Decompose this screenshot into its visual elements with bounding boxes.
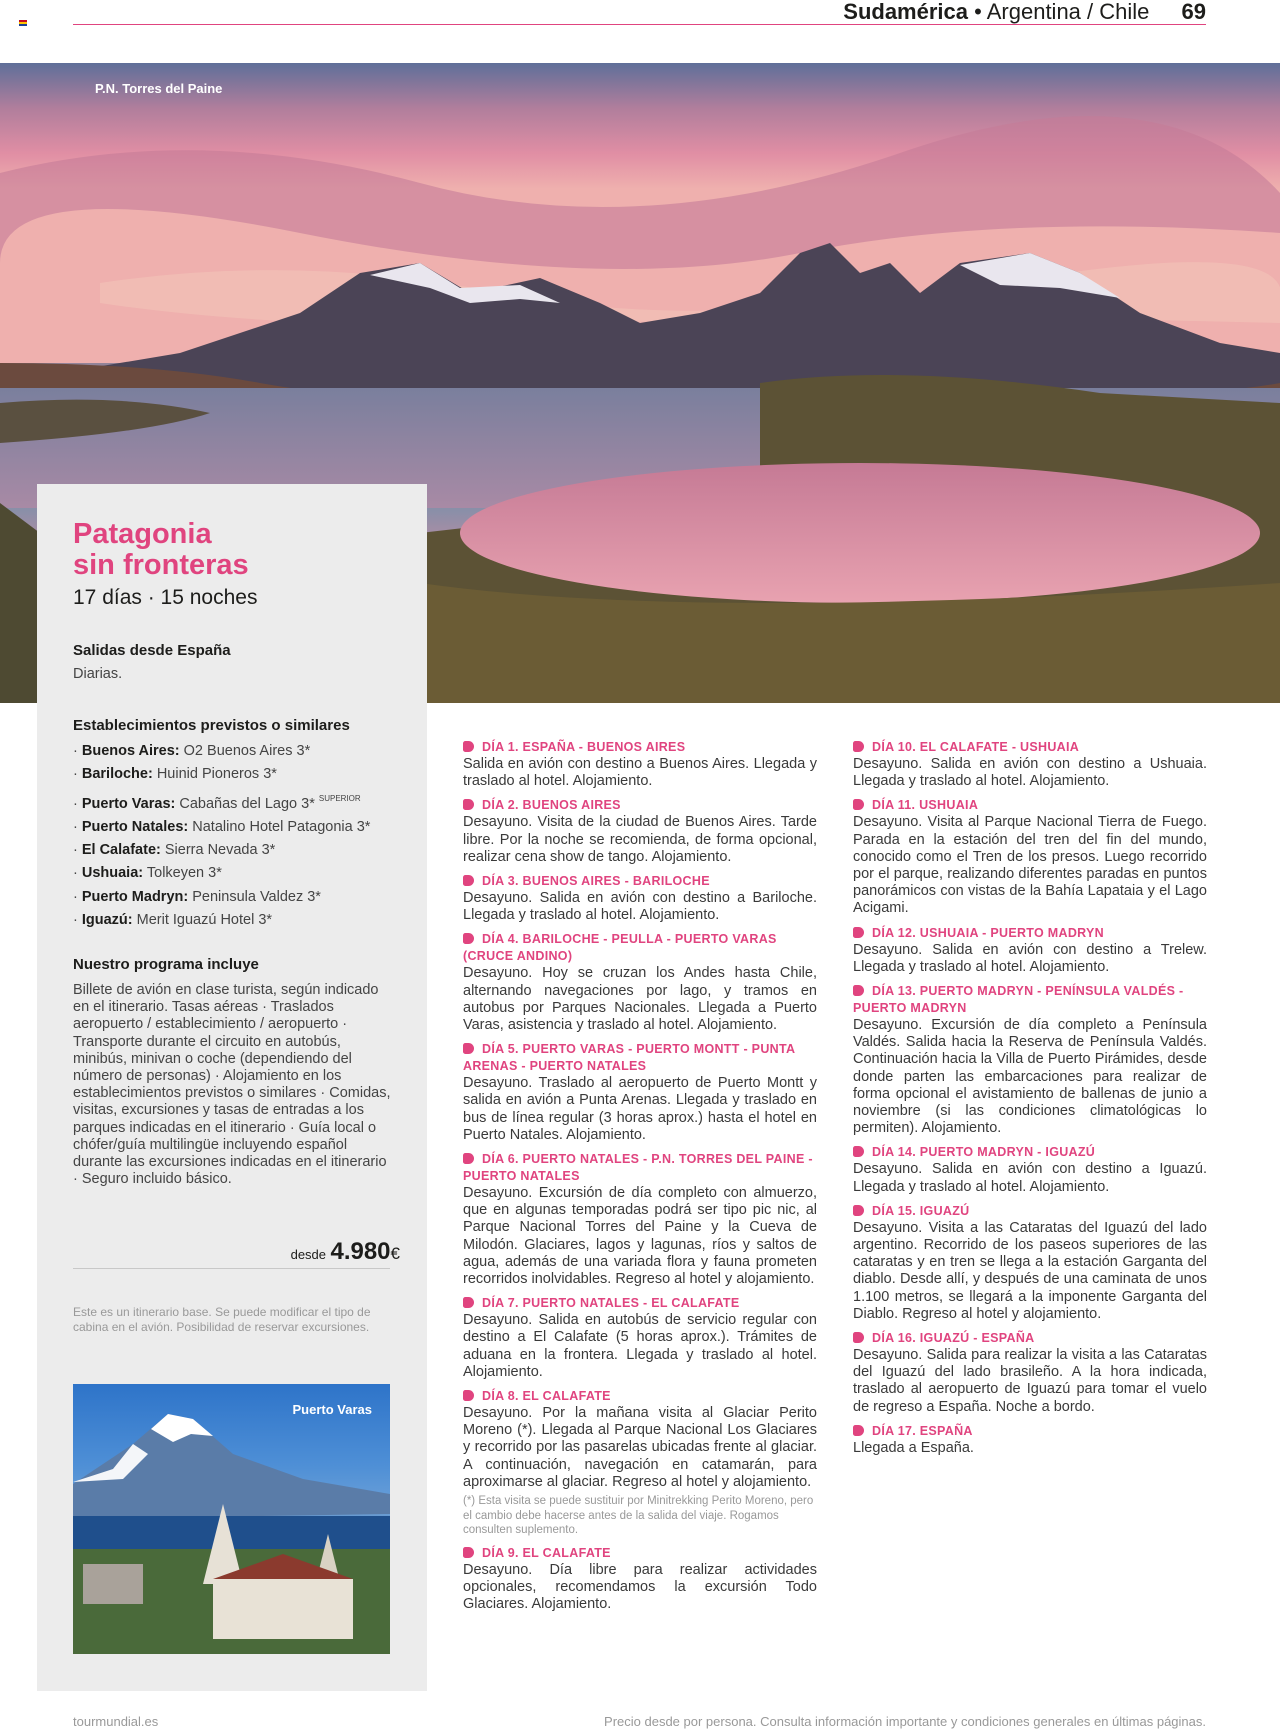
itinerary-day	[463, 1295, 817, 1381]
hotel-name: O2 Buenos Aires 3*	[183, 743, 311, 759]
hotel-city: Puerto Varas:	[81, 795, 176, 812]
hotel-city: El Calafate:	[81, 842, 161, 859]
day-marker-icon	[463, 799, 474, 810]
day-title: DÍA 16. IGUAZÚ - ESPAÑA	[872, 1331, 1035, 1346]
itinerary-day	[853, 1423, 1207, 1457]
header-section: Sudamérica	[843, 0, 968, 24]
day-heading	[853, 797, 1207, 814]
hotel-name: Cabañas del Lago 3*	[179, 795, 315, 812]
day-marker-icon	[463, 875, 474, 886]
header-separator: •	[974, 0, 982, 24]
day-heading	[853, 1203, 1207, 1220]
day-description: Desayuno. Salida en avión con destino a Trelew. Llegada y traslado al hotel. Alojamiento.	[853, 941, 1207, 975]
itinerary-column-2	[853, 739, 1207, 1464]
day-description: Desayuno. Visita de la ciudad de Buenos Aires. Tarde libre. Por la noche se recomienda, de forma opcional, realizar cena show de tango. Alojamiento.	[463, 814, 817, 865]
day-title: DÍA 13. PUERTO MADRYN - PENÍNSULA VALDÉS - PUERTO MADRYN	[853, 984, 1184, 1016]
itinerary-note: Este es un itinerario base. Se puede modificar el tipo de cabina en el avión. Posibilidad de reservar excursiones.	[73, 1305, 371, 1334]
day-description: Desayuno. Día libre para realizar actividades opcionales, recomendamos la excursión Todo Glaciares. Alojamiento.	[463, 1561, 817, 1612]
day-description: Desayuno. Salida en avión con destino a Bariloche. Llegada y traslado al hotel. Alojamiento.	[463, 890, 817, 924]
hotel-name: Merit Iguazú Hotel 3*	[136, 912, 273, 929]
hotel-item: · Puerto Madryn: Peninsula Valdez 3*	[73, 888, 321, 905]
page-header	[843, 0, 1206, 25]
puerto-varas-illustration	[73, 1384, 390, 1654]
day-description: Llegada a España.	[853, 1439, 974, 1456]
itinerary-day	[853, 1330, 1207, 1416]
hotels-list	[73, 740, 370, 932]
itinerary-day	[463, 873, 817, 924]
hotel-item: · El Calafate: Sierra Nevada 3*	[73, 842, 276, 859]
day-marker-icon	[463, 1547, 474, 1558]
price-currency: €	[390, 1244, 400, 1263]
hotel-item: · Ushuaia: Tolkeyen 3*	[73, 865, 222, 882]
day-marker-icon	[853, 985, 864, 996]
hotel-item: · Bariloche: Huinid Pioneros 3*	[73, 766, 277, 783]
day-description: Desayuno. Salida en autobús de servicio regular con destino a El Calafate (5 horas aprox.). Trámites de aduana en la frontera. Llegada y traslado al hotel. Alojamiento.	[463, 1312, 817, 1380]
hotel-item: · Puerto Varas: Cabañas del Lago 3* $^{SUPERIOR}$	[73, 793, 361, 812]
day-title: DÍA 14. PUERTO MADRYN - IGUAZÚ	[872, 1145, 1096, 1160]
hotel-name: Tolkeyen 3*	[146, 865, 222, 882]
departures-text: Diarias.	[73, 666, 123, 682]
hotel-city: Buenos Aires:	[81, 743, 180, 759]
hotels-heading: Establecimientos previstos o similares	[73, 717, 350, 734]
day-heading	[463, 739, 817, 756]
day-description: Desayuno. Excursión de día completo con almuerzo, que en algunas temporadas podrá ser tipo pic nic, al Parque Nacional Torres del Paine y la Cueva de Milodón. Glaciares, lagos y lagunas, ríos y saltos de agua, además de una variada flora y fauna prometen recorridos inolvidables. Regreso al hotel y alojamiento.	[463, 1185, 817, 1288]
hotel-category: SUPERIOR	[318, 793, 361, 803]
day-marker-icon	[463, 1043, 474, 1054]
day-heading	[853, 1144, 1207, 1161]
price-divider	[73, 1268, 390, 1269]
day-title: DÍA 12. USHUAIA - PUERTO MADRYN	[872, 925, 1105, 940]
day-note: (*) Esta visita se puede sustituir por Minitrekking Perito Moreno, pero el cambio debe hacerse antes de la salida del viaje. Rogamos consulten suplemento.	[463, 1495, 814, 1537]
day-title: DÍA 9. EL CALAFATE	[482, 1545, 611, 1560]
day-description: Desayuno. Salida para realizar la visita a las Cataratas del Iguazú del lado brasileño. A la hora indicada, traslado al aeropuerto de Iguazú para tomar el vuelo de regreso a España. Noche a bordo.	[853, 1347, 1207, 1415]
trip-title-line2: sin fronteras	[73, 549, 249, 581]
itinerary-day	[463, 1388, 817, 1538]
day-description: Desayuno. Visita al Parque Nacional Tierra de Fuego. Parada en la estación del tren del fin del mundo, conocido como el Tren de los presos. Luego recorrido por el parque, realizando diferentes paradas en puntos panorámicos con vistas de la Bahía Lapataia y el Lago Acigami.	[853, 814, 1207, 917]
day-title: DÍA 10. EL CALAFATE - USHUAIA	[872, 740, 1080, 754]
itinerary-day	[853, 739, 1207, 790]
hotel-name: Sierra Nevada 3*	[164, 842, 276, 859]
day-description: Desayuno. Visita a las Cataratas del Iguazú del lado argentino. Recorrido de los paseos superiores de las cataratas y en tren se llega a la estación Garganta del diablo. Desde allí, y después de una caminata de unos 1.100 metros, se llegará a la imponente Garganta del Diablo. Regreso al hotel y alojamiento.	[853, 1219, 1207, 1322]
footer-disclaimer: Precio desde por persona. Consulta información importante y condiciones generales en últimas páginas.	[604, 1714, 1206, 1729]
day-heading	[853, 925, 1207, 942]
day-title: DÍA 6. PUERTO NATALES - P.N. TORRES DEL PAINE - PUERTO NATALES	[463, 1152, 813, 1184]
day-marker-icon	[463, 1390, 474, 1401]
day-marker-icon	[853, 927, 864, 938]
hotel-city: Iguazú:	[81, 912, 133, 929]
day-description: Desayuno. Excursión de día completo a Península Valdés. Salida hacia la Reserva de Península Valdés. Continuación hacia la Villa de Puerto Pirámides, desde donde parten las embarcaciones para realizar de forma opcional el avistamiento de ballenas de junio a noviembre (si las condiciones climatológicas lo permiten). Alojamiento.	[853, 1017, 1207, 1137]
itinerary-day	[463, 1041, 817, 1144]
day-title: DÍA 2. BUENOS AIRES	[482, 798, 621, 813]
day-heading	[463, 797, 817, 814]
day-marker-icon	[853, 741, 864, 752]
day-heading	[853, 1330, 1207, 1347]
day-heading	[463, 873, 817, 890]
itinerary-day	[853, 797, 1207, 917]
day-title: DÍA 1. ESPAÑA - BUENOS AIRES	[482, 740, 686, 754]
itinerary-day	[463, 1151, 817, 1288]
hotel-item: · Buenos Aires: O2 Buenos Aires 3*	[73, 743, 311, 759]
day-title: DÍA 3. BUENOS AIRES - BARILOCHE	[482, 874, 710, 889]
day-heading	[463, 1151, 817, 1185]
puerto-varas-caption: Puerto Varas	[292, 1402, 372, 1417]
hero-caption: P.N. Torres del Paine	[95, 81, 223, 96]
itinerary-day	[853, 1144, 1207, 1195]
day-marker-icon	[463, 741, 474, 752]
day-marker-icon	[853, 1146, 864, 1157]
day-description: Desayuno. Salida en avión con destino a Iguazú. Llegada y traslado al hotel. Alojamiento.	[853, 1161, 1207, 1195]
day-heading	[853, 1423, 1207, 1440]
itinerary-column-1	[463, 739, 817, 1620]
hotel-name: Huinid Pioneros 3*	[156, 766, 277, 783]
day-description: Desayuno. Traslado al aeropuerto de Puerto Montt y salida en avión a Punta Arenas. Llegada y traslado en bus de línea regular (3 horas aprox.) hasta el hotel en Puerto Natales. Alojamiento.	[463, 1075, 817, 1143]
day-marker-icon	[463, 1297, 474, 1308]
footer-website[interactable]: tourmundial.es	[73, 1714, 159, 1729]
itinerary-day	[463, 1545, 817, 1614]
puerto-varas-photo	[73, 1384, 390, 1654]
hotel-item: · Iguazú: Merit Iguazú Hotel 3*	[73, 912, 273, 929]
day-title: DÍA 11. USHUAIA	[872, 798, 979, 813]
page-number: 69	[1181, 0, 1206, 24]
hotel-item: · Puerto Natales: Natalino Hotel Patagonia 3*	[73, 818, 371, 835]
day-description: Salida en avión con destino a Buenos Aires. Llegada y traslado al hotel. Alojamiento.	[463, 756, 817, 790]
day-title: DÍA 4. BARILOCHE - PEULLA - PUERTO VARAS (CRUCE ANDINO)	[463, 932, 777, 964]
price-block	[291, 1238, 400, 1266]
departures-heading: Salidas desde España	[73, 642, 231, 659]
itinerary-day	[463, 931, 817, 1034]
hotel-name: Natalino Hotel Patagonia 3*	[192, 818, 371, 835]
day-marker-icon	[853, 1425, 864, 1436]
day-heading	[463, 1295, 817, 1312]
day-heading	[463, 1041, 817, 1075]
day-description: Desayuno. Hoy se cruzan los Andes hasta Chile, alternando navegaciones por lago, y tramos en autobus por Parques Nacionales. Llegada a Puerto Varas, asistencia y traslado al hotel. Alojamiento.	[463, 965, 817, 1034]
day-heading	[853, 983, 1207, 1017]
day-heading	[463, 931, 817, 965]
day-title: DÍA 17. ESPAÑA	[872, 1423, 973, 1438]
day-marker-icon	[853, 799, 864, 810]
day-title: DÍA 8. EL CALAFATE	[482, 1389, 611, 1404]
day-marker-icon	[853, 1332, 864, 1343]
hotel-name: Peninsula Valdez 3*	[192, 888, 321, 905]
day-description: Desayuno. Por la mañana visita al Glaciar Perito Moreno (*). Llegada al Parque Nacional Los Glaciares y recorrido por las pasarelas ubicadas frente al glaciar. A continuación, navegación en catamarán, para aproximarse al glaciar. Regreso al hotel y alojamiento.	[463, 1405, 817, 1490]
itinerary-day	[853, 925, 1207, 976]
itinerary-day	[463, 797, 817, 866]
price-amount: 4.980	[330, 1238, 391, 1265]
day-description: Desayuno. Salida en avión con destino a Ushuaia. Llegada y traslado al hotel. Alojamiento.	[853, 756, 1207, 790]
hotel-city: Puerto Madryn:	[81, 888, 189, 905]
itinerary-day	[853, 983, 1207, 1137]
itinerary-day	[463, 739, 817, 790]
day-title: DÍA 7. PUERTO NATALES - EL CALAFATE	[482, 1296, 740, 1311]
trip-duration: 17 días · 15 noches	[73, 586, 258, 609]
day-marker-icon	[853, 1205, 864, 1216]
day-heading	[853, 739, 1207, 756]
day-marker-icon	[463, 933, 474, 944]
hotel-city: Bariloche:	[81, 766, 153, 783]
day-heading	[463, 1388, 817, 1405]
includes-heading: Nuestro programa incluye	[73, 956, 259, 973]
day-title: DÍA 5. PUERTO VARAS - PUERTO MONTT - PUNTA ARENAS - PUERTO NATALES	[463, 1042, 795, 1074]
trip-title-line1: Patagonia	[73, 518, 212, 550]
hotel-city: Puerto Natales:	[81, 818, 189, 835]
itinerary-day	[853, 1203, 1207, 1323]
day-heading	[463, 1545, 817, 1562]
includes-text: Billete de avión en clase turista, según indicado en el itinerario. Tasas aéreas · Traslados aeropuerto / establecimiento / aeropuerto · Transporte durante el circuito en autobús, minibús, minivan o coche (dependiendo del número de personas) · Alojamiento en los establecimientos previstos o similares · Comidas, visitas, excursiones y tasas de entradas a los parques indicadas en el itinerario · Guía local o chófer/guía multilingüe incluyendo español durante las excursiones indicadas en el itinerario · Seguro incluido básico.	[73, 982, 391, 1188]
price-prefix: desde	[290, 1247, 327, 1262]
hotel-city: Ushuaia:	[81, 865, 144, 882]
language-flag-icon	[19, 20, 27, 26]
trip-title	[73, 519, 249, 581]
day-marker-icon	[463, 1153, 474, 1164]
header-countries: Argentina / Chile	[986, 0, 1150, 24]
day-title: DÍA 15. IGUAZÚ	[872, 1203, 970, 1218]
